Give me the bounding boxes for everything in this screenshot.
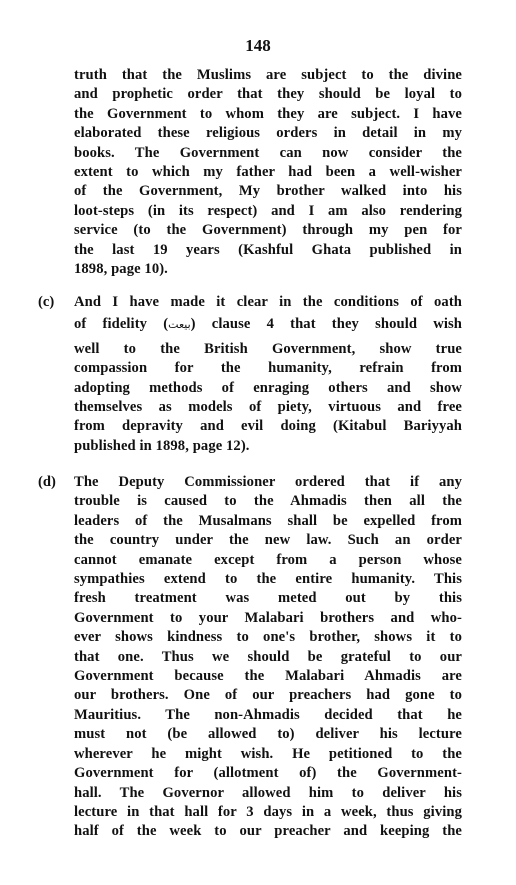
text-segment: ) clause 4 that they should wish [190, 316, 462, 333]
text-line: Mauritius. The non-Ahmadis decided that he [74, 706, 462, 723]
text-line: ever shows kindness to one's brother, shows it to [74, 629, 462, 646]
text-line: compassion for the humanity, refrain from [74, 360, 462, 377]
text-line: cannot emanate except from a person whose [74, 551, 462, 568]
text-line: the Government to whom they are subject. I have [74, 105, 462, 122]
text-line: adopting methods of enraging others and show [74, 379, 462, 396]
text-line: from depravity and evil doing (Kitabul Bariyyah [74, 418, 462, 435]
text-line: lecture in that hall for 3 days in a week, thus giving [74, 803, 462, 820]
text-line: wherever he might wish. He petitioned to the [74, 745, 462, 762]
text-line: The Deputy Commissioner ordered that if any [74, 474, 462, 490]
text-line: well to the British Government, show true [74, 340, 462, 357]
text-line: the last 19 years (Kashful Ghata published in [74, 241, 462, 258]
text-line: And I have made it clear in the conditions of oath [74, 294, 462, 310]
text-line: Government for (allotment of) the Government- [74, 765, 462, 782]
item-d-marker: (d) [38, 474, 56, 490]
text-line: half of the week to our preacher and keeping the [74, 823, 462, 840]
text-line: truth that the Muslims are subject to the divine [74, 67, 462, 83]
text-segment: of fidelity ( [74, 316, 169, 333]
arabic-word: بيعت [168, 318, 191, 332]
text-line: Government to your Malabari brothers and who- [74, 609, 462, 626]
text-line: themselves as models of piety, virtuous and free [74, 399, 462, 416]
text-line: our brothers. One of our preachers had gone to [74, 687, 462, 704]
item-d-paragraph [74, 473, 462, 842]
item-c-paragraph [74, 293, 462, 456]
text-line: loot-steps (in its respect) and I am also rendering [74, 202, 462, 219]
text-line: service (to the Government) through my pen for [74, 222, 462, 239]
text-line: extent to which my father had been a well-wisher [74, 164, 462, 181]
text-line: fresh treatment was meted out by this [74, 590, 462, 607]
text-line: published in 1898, page 12). [74, 437, 250, 454]
text-line: of the Government, My brother walked into his [74, 183, 462, 200]
item-c-marker: (c) [38, 294, 55, 310]
text-line: elaborated these religious orders in detail in my [74, 125, 462, 142]
text-line: books. The Government can now consider the [74, 144, 462, 161]
text-line: Government because the Malabari Ahmadis are [74, 668, 462, 685]
text-line: 1898, page 10). [74, 261, 168, 278]
text-line: the country under the new law. Such an order [74, 532, 462, 549]
text-line: sympathies extend to the entire humanity. This [74, 571, 462, 588]
text-line: must not (be allowed to) deliver his lecture [74, 726, 462, 743]
text-line: and prophetic order that they should be loyal to [74, 86, 462, 103]
page-number: 148 [245, 36, 271, 55]
text-line-with-arabic [74, 315, 462, 334]
text-line: leaders of the Musalmans shall be expelled from [74, 512, 462, 529]
intro-paragraph [74, 66, 462, 279]
text-line: hall. The Governor allowed him to deliver his [74, 784, 462, 801]
text-line: trouble is caused to the Ahmadis then all the [74, 493, 462, 510]
text-line: that one. Thus we should be grateful to our [74, 648, 462, 665]
